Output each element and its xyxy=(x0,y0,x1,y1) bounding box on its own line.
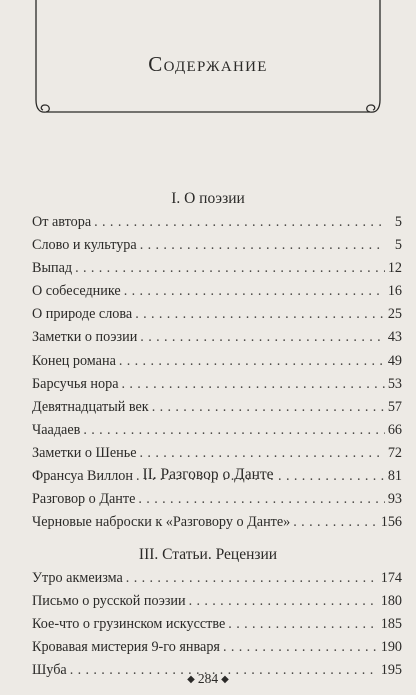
toc-entry[interactable] xyxy=(32,590,402,613)
toc-entry-title: О природе слова xyxy=(32,306,133,323)
toc-entry-title: Утро акмеизма xyxy=(32,570,123,586)
toc-entry-page: 66 xyxy=(387,421,402,438)
section-title-3: III. Статьи. Рецензии xyxy=(138,546,278,563)
dot-leader xyxy=(189,590,378,613)
toc-entry-title: Черновые наброски к «Разговору о Данте» xyxy=(32,514,291,531)
dot-leader xyxy=(152,396,385,419)
dot-leader xyxy=(138,488,384,511)
toc-entry[interactable] xyxy=(32,511,402,534)
dot-leader xyxy=(124,280,385,303)
toc-entry-title: Франсуа Виллон xyxy=(32,468,133,485)
toc-list-section-3 xyxy=(32,567,402,682)
toc-entry[interactable] xyxy=(32,234,402,257)
toc-entry-page: 72 xyxy=(387,444,402,461)
toc-list-section-1 xyxy=(32,211,402,488)
toc-entry-page: 93 xyxy=(387,491,402,507)
page-title: Содержание xyxy=(148,52,268,76)
toc-entry[interactable] xyxy=(32,442,402,465)
toc-entry-page: 190 xyxy=(380,639,402,656)
toc-entry[interactable] xyxy=(32,303,402,326)
toc-entry-page: 57 xyxy=(387,398,402,415)
toc-entry[interactable] xyxy=(32,326,402,349)
toc-entry-title: Барсучья нора xyxy=(32,375,119,392)
title-frame xyxy=(26,0,390,118)
dot-leader xyxy=(83,419,384,442)
toc-entry-page: 43 xyxy=(387,329,402,346)
toc-entry-title: Шуба xyxy=(32,662,67,679)
dot-leader xyxy=(293,511,377,534)
dot-leader xyxy=(119,350,385,373)
toc-entry-title: Конец романа xyxy=(32,352,116,369)
toc-entry[interactable] xyxy=(32,350,402,373)
toc-list-section-2 xyxy=(32,488,402,534)
toc-entry[interactable] xyxy=(32,636,402,659)
page-number xyxy=(0,671,416,687)
dot-leader xyxy=(94,211,385,234)
toc-entry[interactable] xyxy=(32,488,402,511)
dot-leader xyxy=(135,303,385,326)
section-title-2: II. Разговор о Данте xyxy=(142,466,274,483)
toc-entry-page: 25 xyxy=(387,306,402,323)
dot-leader xyxy=(223,636,378,659)
toc-entry-page: 81 xyxy=(387,468,402,485)
toc-entry[interactable] xyxy=(32,613,402,636)
toc-entry-page: 180 xyxy=(380,593,402,610)
toc-entry-title: Девятнадцатый век xyxy=(32,398,149,415)
toc-entry-page: 12 xyxy=(387,260,402,277)
dot-leader xyxy=(140,234,385,257)
toc-entry-title: О собеседнике xyxy=(32,283,121,300)
dot-leader xyxy=(126,567,378,590)
toc-entry-page: 195 xyxy=(380,662,402,679)
page-number-value: 284 xyxy=(197,671,219,686)
dot-leader xyxy=(228,613,377,636)
toc-entry-page: 5 xyxy=(394,214,402,230)
toc-entry[interactable] xyxy=(32,396,402,419)
dot-leader xyxy=(75,257,385,280)
diamond-ornament-icon: ◆ xyxy=(221,674,229,685)
toc-entry-page: 53 xyxy=(387,375,402,392)
toc-entry-page: 185 xyxy=(380,616,402,633)
toc-entry-page: 5 xyxy=(394,237,402,254)
toc-entry[interactable] xyxy=(32,280,402,303)
toc-entry-title: Заметки о поэзии xyxy=(32,329,138,346)
dot-leader xyxy=(140,442,385,465)
toc-entry-title: Кровавая мистерия 9-го января xyxy=(32,639,220,656)
toc-entry-page: 156 xyxy=(380,514,402,531)
toc-entry[interactable] xyxy=(32,567,402,590)
toc-entry-page: 16 xyxy=(387,283,402,300)
dot-leader xyxy=(122,373,385,396)
toc-entry-title: Чаадаев xyxy=(32,421,81,438)
toc-entry-title: Заметки о Шенье xyxy=(32,444,137,461)
toc-entry-title: От автора xyxy=(32,214,92,230)
toc-entry-title: Слово и культура xyxy=(32,237,137,254)
toc-entry[interactable] xyxy=(32,373,402,396)
diamond-ornament-icon: ◆ xyxy=(187,674,195,685)
toc-entry[interactable] xyxy=(32,257,402,280)
section-title-1: I. О поэзии xyxy=(171,190,245,207)
toc-entry-title: Письмо о русской поэзии xyxy=(32,593,186,610)
toc-entry[interactable] xyxy=(32,419,402,442)
toc-entry[interactable] xyxy=(32,211,402,234)
toc-entry-page: 174 xyxy=(380,570,402,586)
toc-entry-title: Разговор о Данте xyxy=(32,491,136,507)
toc-entry-title: Кое-что о грузинском искусстве xyxy=(32,616,226,633)
toc-entry-page: 49 xyxy=(387,352,402,369)
toc-entry-title: Выпад xyxy=(32,260,73,277)
dot-leader xyxy=(140,326,385,349)
